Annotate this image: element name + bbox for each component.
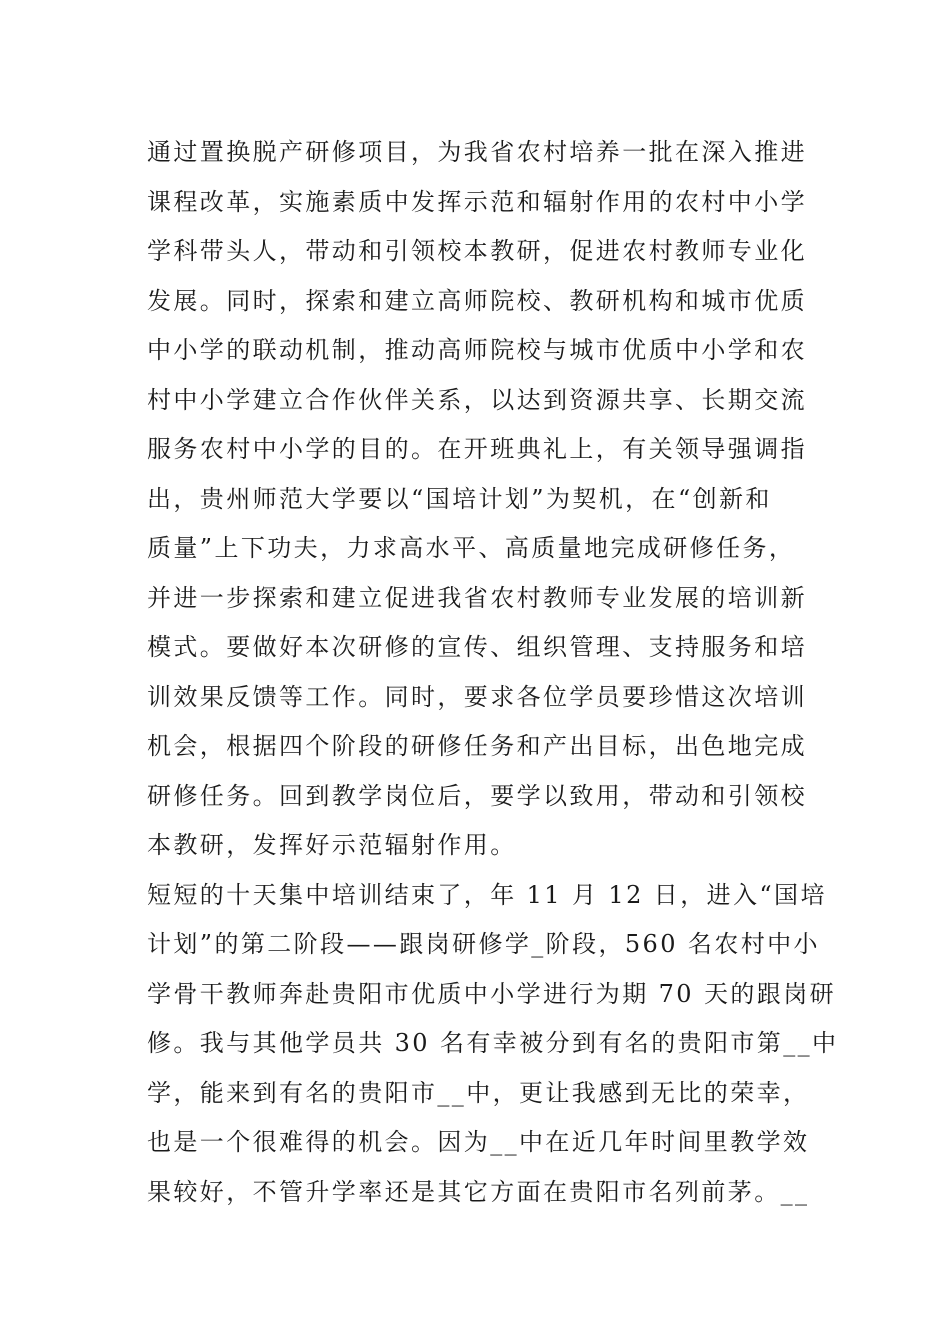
text-line: 出，贵州师范大学要以“国培计划”为契机，在“创新和 (147, 484, 772, 513)
text-line: 并进一步探索和建立促进我省农村教师专业发展的培训新 (147, 583, 807, 612)
text-line: 修。我与其他学员共 30 名有幸被分到有名的贵阳市第__中 (147, 1029, 839, 1057)
text-line: 果较好，不管升学率还是其它方面在贵阳市名列前茅。__ (147, 1177, 810, 1206)
text-line: 中小学的联动机制，推动高师院校与城市优质中小学和农 (147, 336, 807, 364)
text-line: 计划”的第二阶段——跟岗研修学_阶段，560 名农村中小 (147, 930, 820, 958)
text-line: 学，能来到有名的贵阳市__中，更让我感到无比的荣幸， (147, 1078, 810, 1107)
body-text (147, 128, 839, 1217)
text-line: 也是一个很难得的机会。因为__中在近几年时间里教学效 (147, 1128, 810, 1156)
text-line: 本教研，发挥好示范辐射作用。 (147, 831, 517, 859)
text-line: 训效果反馈等工作。同时，要求各位学员要珍惜这次培训 (147, 682, 807, 711)
text-line: 服务农村中小学的目的。在开班典礼上，有关领导强调指 (147, 435, 807, 463)
text-line: 发展。同时，探索和建立高师院校、教研机构和城市优质 (147, 286, 807, 315)
text-line: 模式。要做好本次研修的宣传、组织管理、支持服务和培 (147, 633, 807, 661)
text-line: 短短的十天集中培训结束了，年 11 月 12 日，进入“国培 (147, 880, 827, 909)
text-line: 研修任务。回到教学岗位后，要学以致用，带动和引领校 (147, 781, 807, 810)
text-line: 学科带头人，带动和引领校本教研，促进农村教师专业化 (147, 237, 807, 265)
text-line: 质量”上下功夫，力求高水平、高质量地完成研修任务， (147, 534, 796, 562)
text-line: 村中小学建立合作伙伴关系，以达到资源共享、长期交流 (147, 385, 807, 414)
text-line: 课程改革，实施素质中发挥示范和辐射作用的农村中小学 (147, 187, 807, 216)
text-line: 通过置换脱产研修项目，为我省农村培养一批在深入推进 (147, 138, 807, 166)
text-line: 学骨干教师奔赴贵阳市优质中小学进行为期 70 天的跟岗研 (147, 979, 836, 1008)
text-line: 机会，根据四个阶段的研修任务和产出目标，出色地完成 (147, 732, 807, 760)
